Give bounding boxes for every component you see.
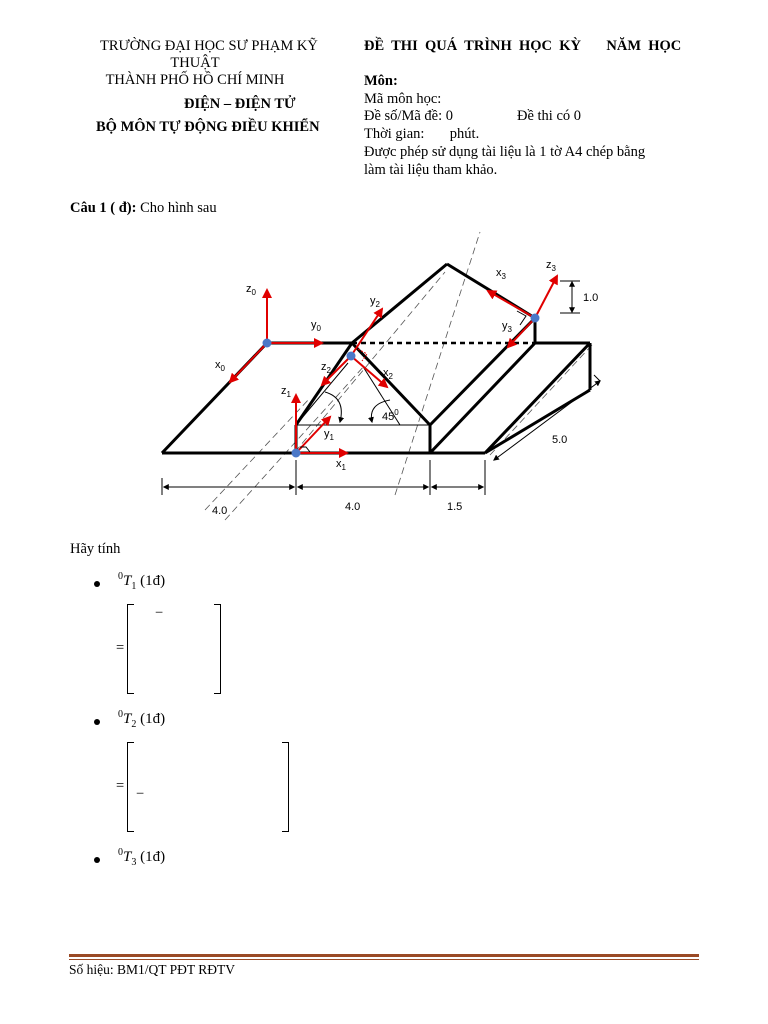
bullet-3 (94, 857, 100, 863)
frame2-x-label: $x_2$ (383, 367, 393, 381)
matrix2-left-bracket (127, 742, 134, 832)
frame1-origin (292, 449, 301, 458)
subject-label: Môn: (364, 73, 398, 89)
frame2-y-label: $y_2$ (370, 295, 380, 309)
matrix2-right-bracket (282, 742, 289, 832)
materials-line2: làm tài liệu tham khảo. (364, 162, 498, 178)
frame1-x-label: $x_1$ (336, 458, 346, 472)
dimension-height: 1.0 (583, 292, 599, 304)
school-name-line2: THUẬT (170, 55, 220, 71)
dimension-lines (162, 281, 600, 495)
frame3-x-label: $x_3$ (496, 267, 506, 281)
matrix1-equals: = (116, 640, 125, 656)
question-label: Câu 1 ( đ): (70, 200, 137, 216)
frame1-y-label: $y_1$ (324, 428, 334, 442)
matrix2-dash: − (136, 786, 145, 802)
transform-item-1: $^0T_1$ (1đ) (118, 571, 166, 592)
dashed-guides (205, 232, 592, 520)
frame3-origin (531, 314, 540, 323)
matrix2-equals: = (116, 778, 125, 794)
frame3-y-label: $y_3$ (502, 320, 512, 334)
exam-code: Đề số/Mã đề: 0 (364, 108, 453, 124)
transform-item-3: $^0T_3$ (1đ) (118, 847, 166, 868)
frame-3 (488, 276, 557, 347)
frame3-z-axis (535, 276, 557, 318)
page-count: Đề thi có 0 (517, 108, 582, 124)
footer-rule-thin (69, 959, 699, 960)
angle-arcs (325, 392, 390, 422)
frame3-x-axis (488, 291, 535, 318)
frame3-z-label: $z_3$ (546, 259, 556, 273)
materials-line1: Được phép sử dụng tài liệu là 1 tờ A4 chép bằng (364, 144, 646, 160)
transform-item-2: $^0T_2$ (1đ) (118, 709, 166, 730)
matrix1-left-bracket (127, 604, 134, 694)
dimension-b: 4.0 (345, 501, 361, 513)
question-text: Cho hình sau (140, 200, 217, 216)
frame0-x-axis (230, 343, 267, 382)
frame0-x-label: $x_0$ (215, 359, 225, 373)
frame0-z-label: $z_0$ (246, 283, 256, 297)
frame2-z-label: $z_2$ (321, 361, 331, 375)
bullet-1 (94, 581, 100, 587)
dimension-depth: 5.0 (552, 434, 568, 446)
angle-label: $45^0$ (382, 408, 399, 423)
course-code: Mã môn học: (364, 91, 442, 107)
exam-title: ĐỀ THI QUÁ TRÌNH HỌC KỲ NĂM HỌC (364, 38, 682, 54)
matrix1-right-bracket (214, 604, 221, 694)
footer-code: Số hiệu: BM1/QT PĐT RĐTV (69, 962, 236, 977)
footer-rule-thick (69, 954, 699, 957)
compute-instruction: Hãy tính (70, 541, 121, 557)
frame2-y-axis (351, 309, 382, 356)
school-name-line1: TRƯỜNG ĐẠI HỌC SƯ PHẠM KỸ (100, 38, 318, 54)
faculty-name: ĐIỆN – ĐIỆN TỬ (184, 96, 296, 112)
school-name-line3: THÀNH PHỐ HỒ CHÍ MINH (105, 72, 285, 88)
frame2-origin (347, 352, 356, 361)
frame0-origin (263, 339, 272, 348)
dimension-c: 1.5 (447, 501, 463, 513)
bullet-2 (94, 719, 100, 725)
dimension-a: 4.0 (212, 505, 228, 517)
frame1-z-label: $z_1$ (281, 385, 291, 399)
matrix1-dash: − (155, 605, 164, 621)
exam-time: Thời gian: phút. (364, 126, 480, 142)
frame0-y-label: $y_0$ (311, 319, 321, 333)
frame-0 (230, 290, 322, 382)
department-name: BỘ MÔN TỰ ĐỘNG ĐIỀU KHIỂN (96, 119, 320, 135)
